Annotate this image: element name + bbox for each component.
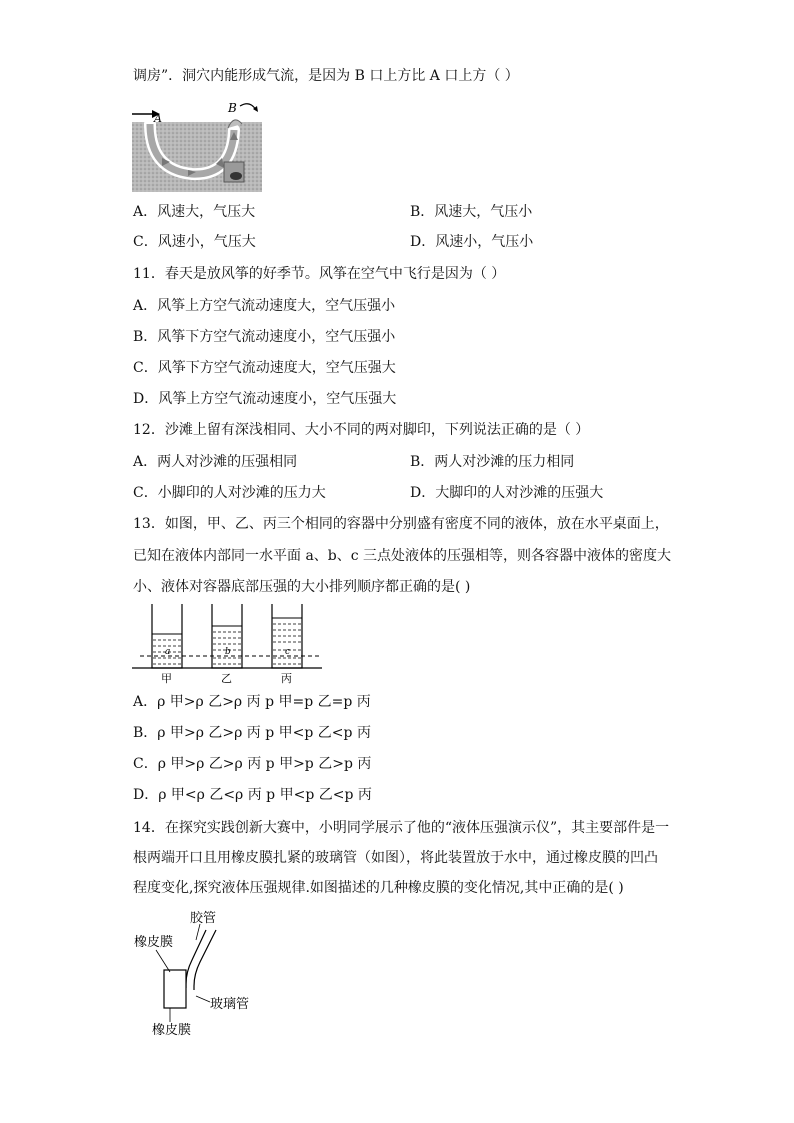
label-glass-tube: 玻璃管 (210, 997, 250, 1012)
container-bing (272, 604, 302, 668)
label-jia: 甲 (161, 672, 172, 685)
containers-figure (132, 600, 324, 686)
label-point-a: a (165, 647, 171, 657)
q13-stem-line-3: 小、液体对容器底部压强的大小排列顺序都正确的是( ) (133, 579, 471, 595)
container-yi (212, 604, 242, 668)
label-point-b: b (225, 647, 231, 657)
label-a: A (154, 112, 162, 125)
q10-option-a: A．风速大，气压大 (133, 204, 256, 220)
glass-tube-leader (196, 996, 210, 1002)
membrane-top-leader (156, 950, 170, 972)
q12-option-d: D．大脚印的人对沙滩的压强大 (410, 485, 604, 501)
container-jia (152, 604, 182, 668)
q11-option-d: D．风筝上方空气流动速度小，空气压强大 (133, 391, 397, 407)
pressure-demo-device-figure (130, 910, 270, 1040)
q12-option-b: B．两人对沙滩的压力相同 (410, 454, 575, 470)
hose-right-wall (194, 930, 216, 990)
q11-stem: 11．春天是放风筝的好季节。风筝在空气中飞行是因为（ ） (133, 266, 506, 282)
glass-tube (164, 970, 186, 1008)
hose-leader (196, 924, 200, 940)
liquid-bing (273, 624, 301, 664)
q10-option-c: C．风速小，气压大 (133, 234, 256, 250)
q10-option-b: B．风速大，气压小 (410, 204, 533, 220)
q10-option-d: D．风速小，气压小 (410, 234, 534, 250)
q12-stem: 12．沙滩上留有深浅相同、大小不同的两对脚印，下列说法正确的是（ ） (133, 422, 590, 438)
label-b: B (228, 101, 237, 115)
q12-option-a: A．两人对沙滩的压强相同 (133, 454, 298, 470)
q13-stem-line-1: 13．如图，甲、乙、丙三个相同的容器中分别盛有密度不同的液体，放在水平桌面上， (133, 516, 669, 532)
q13-option-d: D．ρ 甲<ρ 乙<ρ 丙 p 甲<p 乙<p 丙 (133, 787, 372, 803)
q11-option-c: C．风筝下方空气流动速度大，空气压强大 (133, 360, 396, 376)
q12-option-c: C．小脚印的人对沙滩的压力大 (133, 485, 326, 501)
label-bing: 丙 (281, 672, 292, 685)
animal (230, 172, 242, 180)
q14-stem-line-3: 程度变化,探究液体压强规律.如图描述的几种橡皮膜的变化情况,其中正确的是( ) (133, 880, 624, 896)
q13-option-b: B．ρ 甲>ρ 乙>ρ 丙 p 甲<p 乙<p 丙 (133, 725, 371, 741)
label-yi: 乙 (221, 672, 232, 685)
q14-stem-line-1: 14．在探究实践创新大赛中，小明同学展示了他的“液体压强演示仪”，其主要部件是一 (133, 820, 670, 836)
q14-stem-line-2: 根两端开口且用橡皮膜扎紧的玻璃管（如图），将此装置放于水中，通过橡皮膜的凹凸 (133, 850, 658, 866)
q13-option-c: C．ρ 甲>ρ 乙>ρ 丙 p 甲>p 乙>p 丙 (133, 756, 372, 772)
q11-option-b: B．风筝下方空气流动速度小，空气压强小 (133, 329, 396, 345)
label-membrane-top: 橡皮膜 (134, 935, 174, 950)
q11-option-a: A．风筝上方空气流动速度大，空气压强小 (133, 298, 396, 314)
label-point-c: c (285, 647, 291, 657)
label-membrane-bottom: 橡皮膜 (152, 1023, 192, 1038)
label-hose: 胶管 (190, 911, 217, 926)
cave-airflow-figure (132, 100, 262, 192)
q13-stem-line-2: 已知在液体内部同一水平面 a、b、c 三点处液体的压强相等，则各容器中液体的密度大 (133, 548, 672, 564)
q10-stem: 调房”．洞穴内能形成气流，是因为 B 口上方比 A 口上方（ ） (133, 68, 519, 84)
q13-option-a: A．ρ 甲>ρ 乙>ρ 丙 p 甲=p 乙=p 丙 (133, 694, 371, 710)
